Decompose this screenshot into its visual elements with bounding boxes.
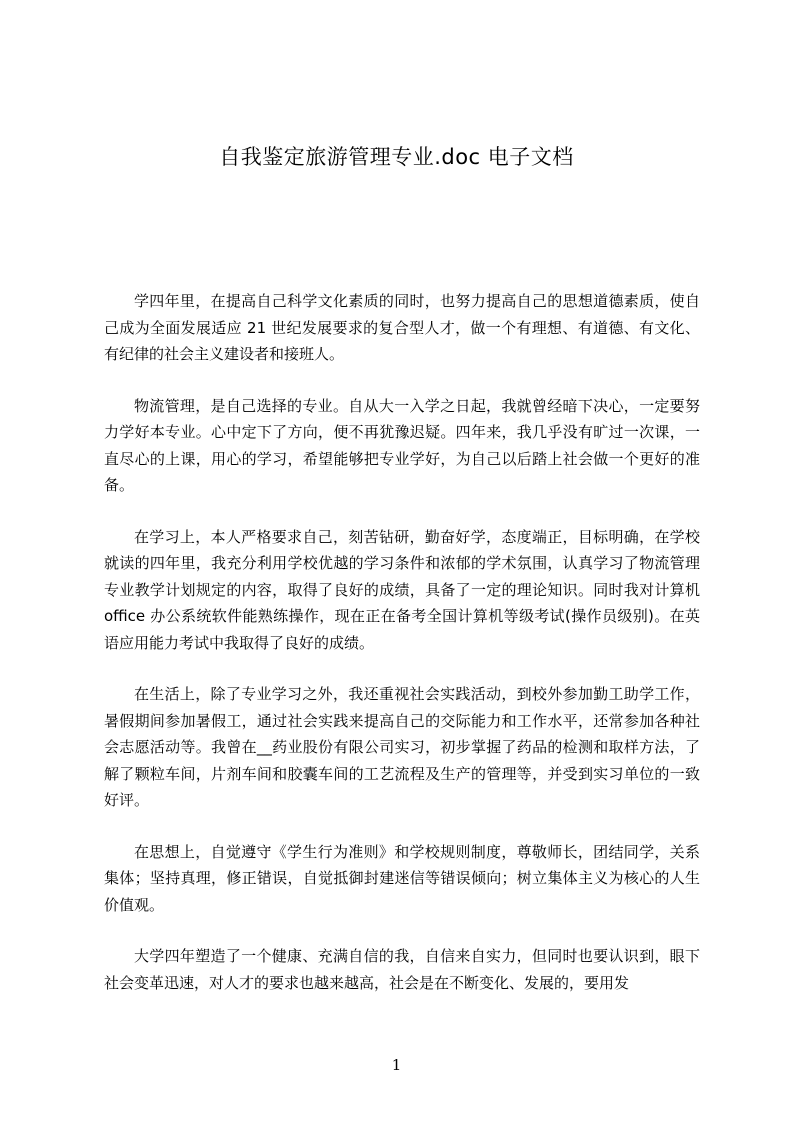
page-number: 1 [391, 1056, 402, 1074]
document-body [104, 288, 700, 1021]
paragraph-life: 在生活上，除了专业学习之外，我还重视社会实践活动，到校外参加勤工助学工作，暑假期间参加暑假工，通过社会实践来提高自己的交际能力和工作水平，还常参加各种社会志愿活动等。我曾在__药业股份有限公司实习，初步掌握了药品的检测和取样方法，了解了颗粒车间，片剂车间和胶囊车间的工艺流程及生产的管理等，并受到实习单位的一致好评。 [104, 685, 700, 809]
paragraph-major: 物流管理，是自己选择的专业。自从大一入学之日起，我就曾经暗下决心，一定要努力学好本专业。心中定下了方向，便不再犹豫迟疑。四年来，我几乎没有旷过一次课，一直尽心的上课，用心的学习，希望能够把专业学好，为自己以后踏上社会做一个更好的准备。 [104, 396, 700, 494]
paragraph-summary: 大学四年塑造了一个健康、充满自信的我，自信来自实力，但同时也要认识到，眼下社会变革迅速，对人才的要求也越来越高，社会是在不断变化、发展的，要用发 [104, 947, 700, 992]
paragraph-thought: 在思想上，自觉遵守《学生行为准则》和学校规则制度，尊敬师长，团结同学，关系集体；坚持真理，修正错误，自觉抵御封建迷信等错误倾向；树立集体主义为核心的人生价值观。 [104, 842, 700, 914]
paragraph-study: 在学习上，本人严格要求自己，刻苦钻研，勤奋好学，态度端正，目标明确，在学校就读的四年里，我充分利用学校优越的学习条件和浓郁的学术氛围，认真学习了物流管理专业教学计划规定的内容，取得了良好的成绩，具备了一定的理论知识。同时我对计算机 office 办公系统软件能熟练操作，现在正在备考全国计算机等级考试(操作员级别)。在英语应用能力考试中我取得了良好的成绩。 [104, 527, 700, 652]
paragraph-intro: 学四年里，在提高自己科学文化素质的同时，也努力提高自己的思想道德素质，使自己成为全面发展适应 21 世纪发展要求的复合型人才，做一个有理想、有道德、有文化、有纪律的社会主义建设者和接班人。 [104, 292, 700, 363]
document-title: 自我鉴定旅游管理专业.doc 电子文档 [219, 145, 574, 169]
